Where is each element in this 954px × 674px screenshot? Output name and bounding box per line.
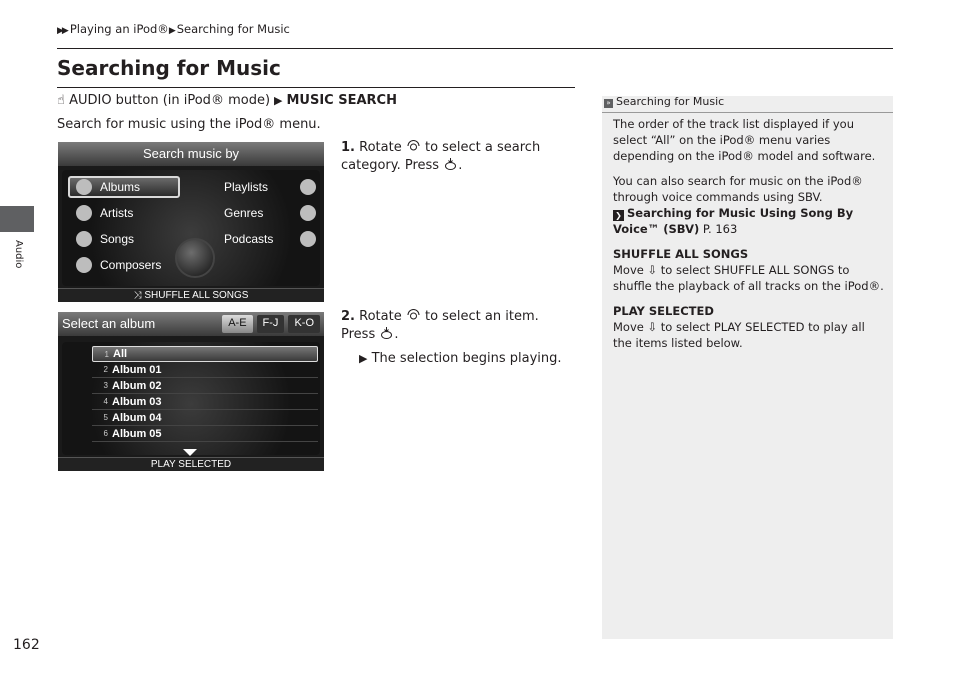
menu-item-label: Albums <box>100 180 141 194</box>
xref-link[interactable]: Searching for Music Using Song By Voice™ (SBV) <box>613 206 854 236</box>
note-subheading: SHUFFLE ALL SONGS <box>613 247 749 261</box>
list-item[interactable] <box>92 410 318 426</box>
row-number: 6 <box>103 429 108 438</box>
row-number: 4 <box>103 397 108 406</box>
step-text: . <box>458 158 463 173</box>
page-number: 162 <box>13 637 40 653</box>
intro-text: Search for music using the iPod® menu. <box>57 117 321 132</box>
tab-a-e[interactable]: A-E <box>222 315 252 333</box>
list-item[interactable] <box>92 394 318 410</box>
step-number: 1. <box>341 140 355 155</box>
row-label: Album 03 <box>112 395 162 408</box>
result-text: The selection begins playing. <box>371 351 562 366</box>
screen-title: Search music by <box>142 146 240 161</box>
row-number: 2 <box>103 365 108 374</box>
search-music-screen <box>58 142 324 302</box>
row-number: 1 <box>104 349 109 359</box>
hand-icon: ☝ <box>57 93 65 108</box>
header-rule <box>57 48 893 49</box>
step-1 <box>341 139 556 175</box>
album-icon <box>76 179 92 195</box>
play-selected-button[interactable] <box>58 457 324 471</box>
menu-item-label: Songs <box>100 232 135 246</box>
menu-item-playlists[interactable] <box>224 176 316 198</box>
note-paragraph <box>613 246 885 294</box>
menu-item-label: Genres <box>224 206 264 220</box>
nav-path <box>57 93 397 108</box>
menu-item-label: Playlists <box>224 180 269 194</box>
step-text: to select an item. Press <box>341 309 539 342</box>
menu-item-podcasts[interactable] <box>224 228 316 250</box>
select-album-screen <box>58 312 324 471</box>
podcast-icon <box>300 231 316 247</box>
menu-item-label: Artists <box>100 206 134 220</box>
step-2-result <box>359 350 562 368</box>
result-arrow-icon: ▶ <box>359 352 368 365</box>
note-text: Move <box>613 263 644 277</box>
menu-item-songs[interactable] <box>76 228 180 250</box>
move-down-icon: ⇩ <box>647 320 658 334</box>
interface-dial-icon <box>175 238 215 278</box>
footer-label: PLAY SELECTED <box>150 459 232 470</box>
screen-title: Select an album <box>62 316 156 331</box>
list-item[interactable] <box>92 362 318 378</box>
playlist-icon <box>300 179 316 195</box>
note-body <box>613 116 885 360</box>
note-text: You can also search for music on the iPod® through voice commands using SBV. <box>613 174 863 204</box>
breadcrumb-item[interactable]: Playing an iPod® <box>69 22 169 36</box>
menu-item-composers[interactable] <box>76 254 180 276</box>
menu-item-label: Podcasts <box>224 232 274 246</box>
note-text: to select <box>660 320 711 334</box>
move-down-icon: ⇩ <box>647 263 658 277</box>
menu-panel <box>62 170 320 286</box>
breadcrumb-item: Searching for Music <box>176 22 290 36</box>
step-number: 2. <box>341 309 355 324</box>
row-label: Album 04 <box>112 411 162 424</box>
nav-path-target: MUSIC SEARCH <box>286 93 397 108</box>
breadcrumb-arrow-icon: ▶▶ <box>57 26 67 36</box>
note-key-label: SHUFFLE ALL SONGS <box>713 263 835 277</box>
xref-page[interactable]: P. 163 <box>702 222 738 236</box>
rotate-knob-icon <box>406 308 421 322</box>
step-2 <box>341 308 576 344</box>
note-paragraph: The order of the track list displayed if you select “All” on the iPod® menu varies depending on the iPod® model and software. <box>613 117 876 163</box>
row-number: 5 <box>103 413 108 422</box>
menu-item-label: Composers <box>100 258 162 272</box>
title-rule <box>57 87 575 88</box>
note-text: to play all the items listed below. <box>613 320 865 350</box>
composer-icon <box>76 257 92 273</box>
nav-path-prefix: AUDIO button (in iPod® mode) <box>69 93 271 108</box>
note-key-label: PLAY SELECTED <box>713 320 805 334</box>
list-item[interactable] <box>92 426 318 442</box>
section-label: Audio <box>13 240 24 269</box>
row-label: All <box>113 348 128 360</box>
shuffle-all-songs-button[interactable] <box>58 288 324 302</box>
step-text: Rotate <box>359 140 402 155</box>
alpha-tabs <box>222 315 320 333</box>
list-item[interactable] <box>92 378 318 394</box>
note-paragraph <box>613 303 885 351</box>
album-list <box>92 346 318 442</box>
step-text: Rotate <box>359 309 402 324</box>
row-label: Album 05 <box>112 427 162 440</box>
note-marker-icon: » <box>604 99 613 108</box>
tab-k-o[interactable]: K-O <box>288 315 320 333</box>
screen-header <box>58 142 324 166</box>
menu-item-albums[interactable] <box>68 176 180 198</box>
rotate-knob-icon <box>406 139 421 153</box>
scroll-down-icon[interactable] <box>183 449 197 456</box>
song-icon <box>76 231 92 247</box>
note-text: to select <box>660 263 711 277</box>
genre-icon <box>300 205 316 221</box>
press-knob-icon <box>379 326 394 340</box>
nav-arrow-icon: ▶ <box>274 94 283 107</box>
footer-label: SHUFFLE ALL SONGS <box>144 290 249 301</box>
press-knob-icon <box>443 157 458 171</box>
row-label: Album 01 <box>112 363 162 376</box>
breadcrumb <box>57 22 290 36</box>
list-item-all[interactable] <box>92 346 318 362</box>
step-text: . <box>394 327 399 342</box>
row-label: Album 02 <box>112 379 162 392</box>
note-text: Move <box>613 320 644 334</box>
section-tab <box>0 206 34 232</box>
note-heading: Searching for Music <box>616 95 725 108</box>
step-text: to select a search category. Press <box>341 140 541 173</box>
cross-reference-icon: ❯ <box>613 210 624 221</box>
note-subheading: PLAY SELECTED <box>613 304 714 318</box>
tab-f-j[interactable]: F-J <box>257 315 285 333</box>
artist-icon <box>76 205 92 221</box>
menu-item-genres[interactable] <box>224 202 316 224</box>
note-text: to shuffle the playback of all tracks on the iPod®. <box>613 263 884 293</box>
row-number: 3 <box>103 381 108 390</box>
page-title: Searching for Music <box>57 56 281 80</box>
shuffle-icon: ⤨ <box>133 290 145 301</box>
note-paragraph <box>613 173 885 237</box>
menu-item-artists[interactable] <box>76 202 180 224</box>
breadcrumb-arrow-icon: ▶ <box>168 26 174 36</box>
